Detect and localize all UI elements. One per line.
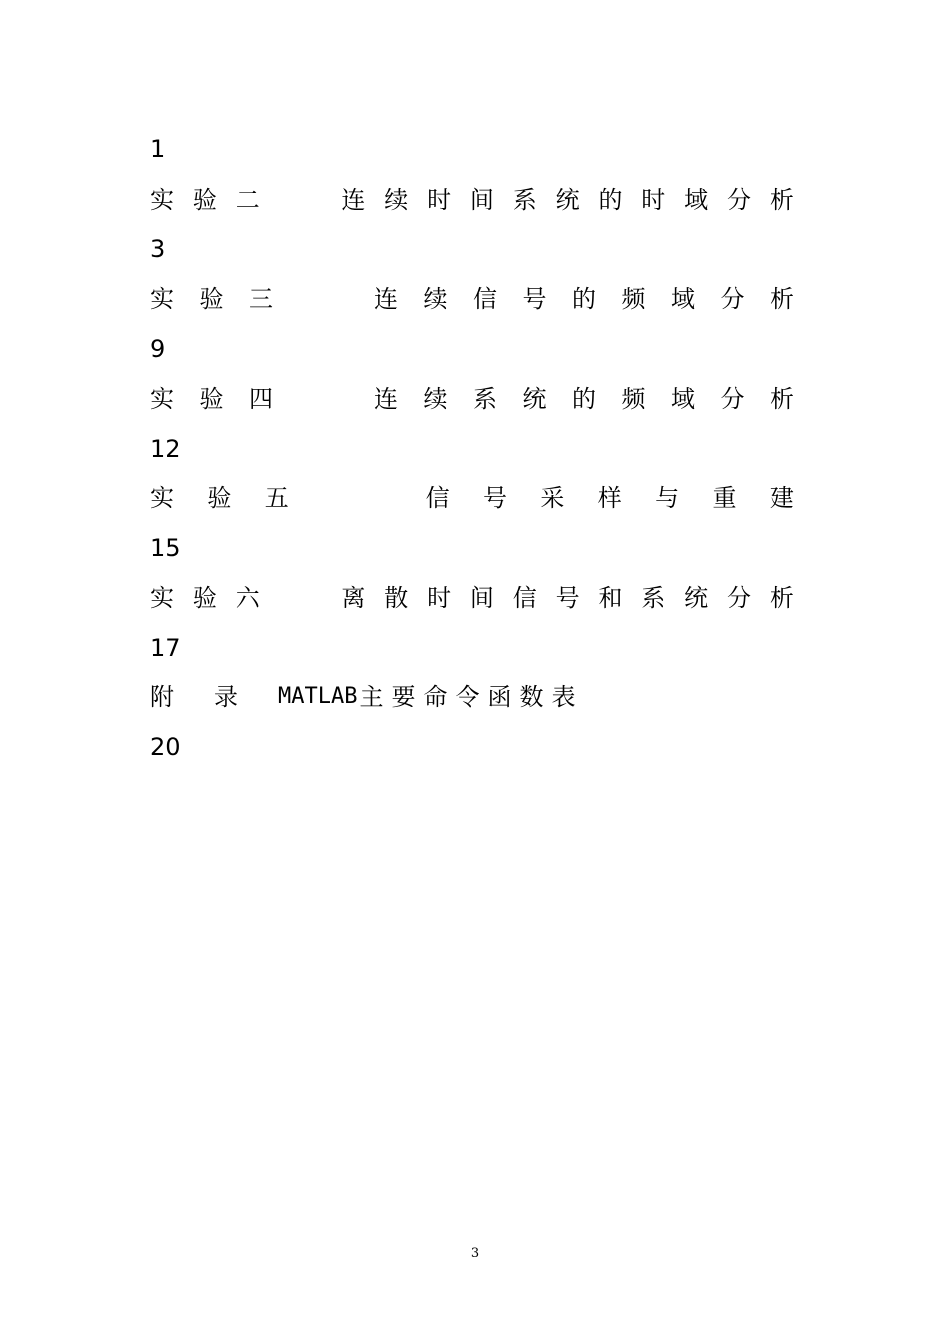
toc-title-char: 样 (597, 484, 622, 512)
toc-entry-experiment-5 (150, 481, 794, 515)
toc-gap (279, 581, 323, 615)
toc-label-char: 实 (150, 186, 174, 214)
toc-label-char: 实 (150, 285, 174, 313)
toc-title-char: 续 (423, 285, 448, 313)
toc-title-char: 主 (359, 683, 384, 711)
toc-title-char: 信 (473, 285, 497, 313)
toc-title-char: 数 (519, 683, 544, 711)
toc-gap (322, 481, 392, 515)
toc-title-char: 频 (621, 385, 646, 413)
toc-title-char: 散 (384, 584, 409, 612)
toc-title-char: 统 (684, 584, 709, 612)
toc-label-char: 六 (235, 584, 260, 612)
toc-title-char: 析 (770, 285, 794, 313)
toc-label-char: 三 (249, 285, 273, 313)
toc-title-char: 连 (341, 186, 366, 214)
toc-title-char: 析 (769, 186, 794, 214)
toc-page-number: 1 (150, 135, 166, 163)
toc-entry-experiment-3 (150, 282, 794, 316)
toc-title-char: 分 (720, 385, 745, 413)
toc-title-char: 信 (425, 484, 450, 512)
toc-title-char: 和 (598, 584, 623, 612)
toc-entry-experiment-4 (150, 382, 794, 416)
toc-title-char: 连 (374, 385, 398, 413)
toc-title-char: 信 (512, 584, 537, 612)
toc-title-char: 与 (655, 484, 680, 512)
toc-title-char: 析 (770, 385, 794, 413)
toc-entry-experiment-6 (150, 581, 794, 615)
toc-title-char: 分 (726, 584, 751, 612)
toc-label-char: 实 (150, 584, 174, 612)
toc-title-char: 系 (641, 584, 666, 612)
toc-page-number: 20 (150, 733, 181, 761)
toc-title-char: 间 (469, 186, 494, 214)
toc-title-char: 系 (473, 385, 497, 413)
toc-gap (299, 382, 349, 416)
toc-title-char: 离 (341, 584, 366, 612)
toc-label-char: 四 (249, 385, 273, 413)
toc-title-char: 域 (684, 186, 709, 214)
toc-label-char: 五 (264, 484, 289, 512)
toc-gap (299, 282, 349, 316)
toc-title-char: 函 (487, 683, 512, 711)
toc-title-char: 间 (469, 584, 494, 612)
toc-title-char: 域 (671, 385, 695, 413)
toc-title-char: 统 (522, 385, 547, 413)
toc-label-char: 实 (150, 385, 174, 413)
toc-label-char: 实 (150, 484, 174, 512)
toc-label-char: 验 (199, 385, 224, 413)
toc-label-char: 二 (235, 186, 260, 214)
toc-label-char: 验 (199, 285, 224, 313)
toc-title-char: 连 (374, 285, 398, 313)
toc-page-number: 17 (150, 634, 181, 662)
toc-title-char: 分 (726, 186, 751, 214)
toc-title-char: 域 (671, 285, 695, 313)
toc-title-char: 号 (555, 584, 580, 612)
toc-entry-appendix (150, 680, 583, 714)
toc-page-number: 3 (150, 235, 166, 263)
toc-title-char: 的 (598, 186, 623, 214)
toc-label-char: 验 (192, 186, 217, 214)
page-footer-number: 3 (470, 1246, 480, 1261)
toc-label-char: 录 (214, 683, 238, 711)
toc-label-char: 验 (207, 484, 232, 512)
toc-title-char: 续 (384, 186, 409, 214)
toc-title-char: 令 (455, 683, 480, 711)
toc-title-char: 时 (427, 186, 452, 214)
toc-title-char: 统 (555, 186, 580, 214)
toc-title-char: 时 (427, 584, 452, 612)
toc-label-char: 附 (150, 683, 174, 711)
toc-title-char: 号 (522, 285, 547, 313)
toc-title-char: 时 (641, 186, 666, 214)
toc-entry-experiment-2 (150, 183, 794, 217)
toc-page-number: 12 (150, 435, 181, 463)
toc-page-number: 15 (150, 534, 181, 562)
toc-title-char: 的 (572, 385, 596, 413)
toc-gap (279, 183, 323, 217)
toc-title-char: 号 (482, 484, 507, 512)
toc-title-char: 建 (769, 484, 794, 512)
toc-title-char: 分 (720, 285, 745, 313)
toc-title-char: 的 (572, 285, 596, 313)
toc-title-char: 析 (769, 584, 794, 612)
toc-title-char: 命 (423, 683, 448, 711)
toc-title-char: 要 (391, 683, 416, 711)
toc-label-char: 验 (192, 584, 217, 612)
toc-title-char: 续 (423, 385, 448, 413)
toc-title-char: 系 (512, 186, 537, 214)
toc-title-char: 频 (621, 285, 646, 313)
toc-page-number: 9 (150, 335, 166, 363)
toc-appendix-latin: MATLAB (278, 684, 358, 709)
toc-title-char: 采 (540, 484, 565, 512)
toc-title-char: 重 (712, 484, 737, 512)
toc-title-char: 表 (551, 683, 576, 711)
